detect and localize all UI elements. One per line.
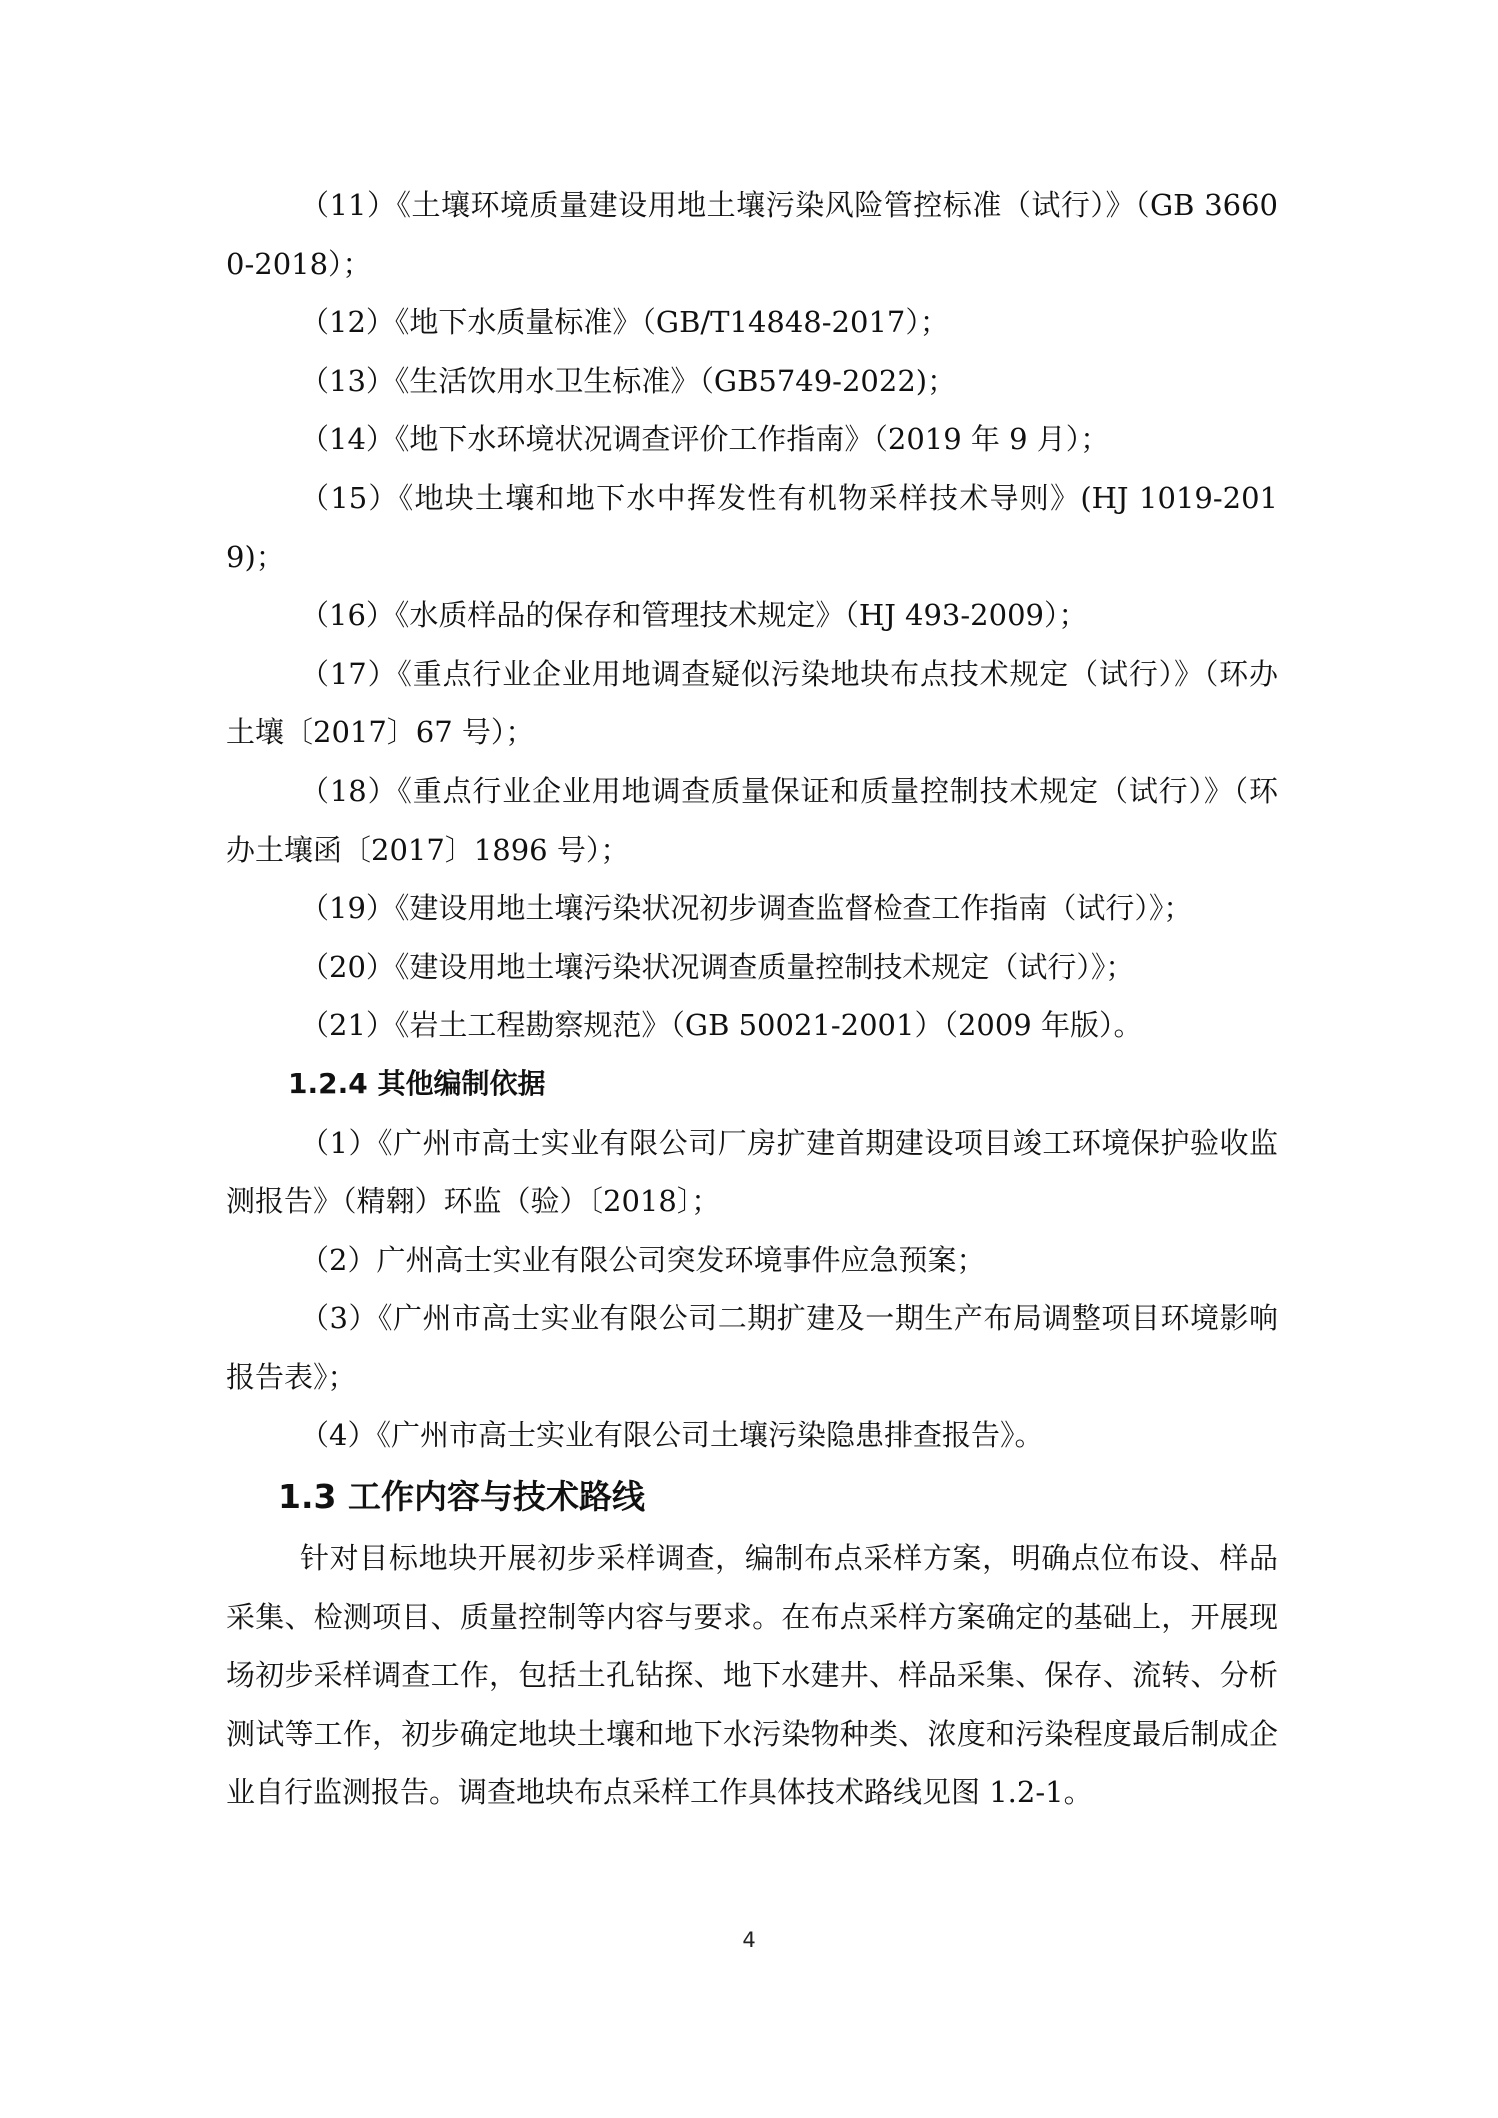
page-number: 4 bbox=[742, 1928, 756, 1952]
standard-item-16: （16）《水质样品的保存和管理技术规定》（HJ 493-2009）； bbox=[300, 598, 1088, 633]
section-1-3-heading: 1.3 工作内容与技术路线 bbox=[278, 1477, 645, 1517]
standard-item-15: （15）《地块土壤和地下水中挥发性有机物采样技术导则》(HJ 1019-2019)； bbox=[226, 480, 1278, 574]
standard-item-18: （18）《重点行业企业用地调查质量保证和质量控制技术规定（试行）》（环办土壤函〔2017〕1896 号）； bbox=[226, 773, 1278, 867]
standard-item-11: （11）《土壤环境质量建设用地土壤污染风险管控标准（试行）》（GB 36600-2018）； bbox=[226, 188, 1278, 281]
standard-item-19: （19）《建设用地土壤污染状况初步调查监督检查工作指南（试行）》； bbox=[300, 891, 1193, 926]
other-basis-item-3: （3）《广州市高士实业有限公司二期扩建及一期生产布局调整项目环境影响报告表》； bbox=[226, 1301, 1278, 1394]
other-basis-item-1: （1）《广州市高士实业有限公司厂房扩建首期建设项目竣工环境保护验收监测报告》（精翱）环监（验）〔2018〕； bbox=[226, 1125, 1278, 1219]
other-basis-item-4: （4）《广州市高士实业有限公司土壤污染隐患排查报告》。 bbox=[300, 1418, 1044, 1453]
standard-item-17: （17）《重点行业企业用地调查疑似污染地块布点技术规定（试行）》（环办土壤〔2017〕67 号）； bbox=[226, 656, 1278, 750]
other-basis-item-2: （2）广州高士实业有限公司突发环境事件应急预案； bbox=[300, 1242, 986, 1277]
section-1-3-paragraph: 针对目标地块开展初步采样调查，编制布点采样方案，明确点位布设、样品采集、检测项目、质量控制等内容与要求。在布点采样方案确定的基础上，开展现场初步采样调查工作，包括土孔钻探、地下水建井、样品采集、保存、流转、分析测试等工作，初步确定地块土壤和地下水污染物种类、浓度和污染程度最后制成企业自行监测报告。调查地块布点采样工作具体技术路线见图 1.2-1。 bbox=[226, 1541, 1278, 1810]
standard-item-14: （14）《地下水环境状况调查评价工作指南》（2019 年 9 月）； bbox=[300, 422, 1110, 457]
section-1-2-4-heading: 1.2.4 其他编制依据 bbox=[288, 1066, 546, 1100]
standard-item-13: （13）《生活饮用水卫生标准》（GB5749-2022)； bbox=[300, 363, 957, 398]
standard-item-21: （21）《岩土工程勘察规范》（GB 50021-2001）（2009 年版）。 bbox=[300, 1008, 1143, 1043]
page-content bbox=[226, 176, 1278, 1822]
standard-item-20: （20）《建设用地土壤污染状况调查质量控制技术规定（试行）》； bbox=[300, 949, 1135, 984]
standard-item-12: （12）《地下水质量标准》（GB/T14848-2017）； bbox=[300, 305, 949, 340]
